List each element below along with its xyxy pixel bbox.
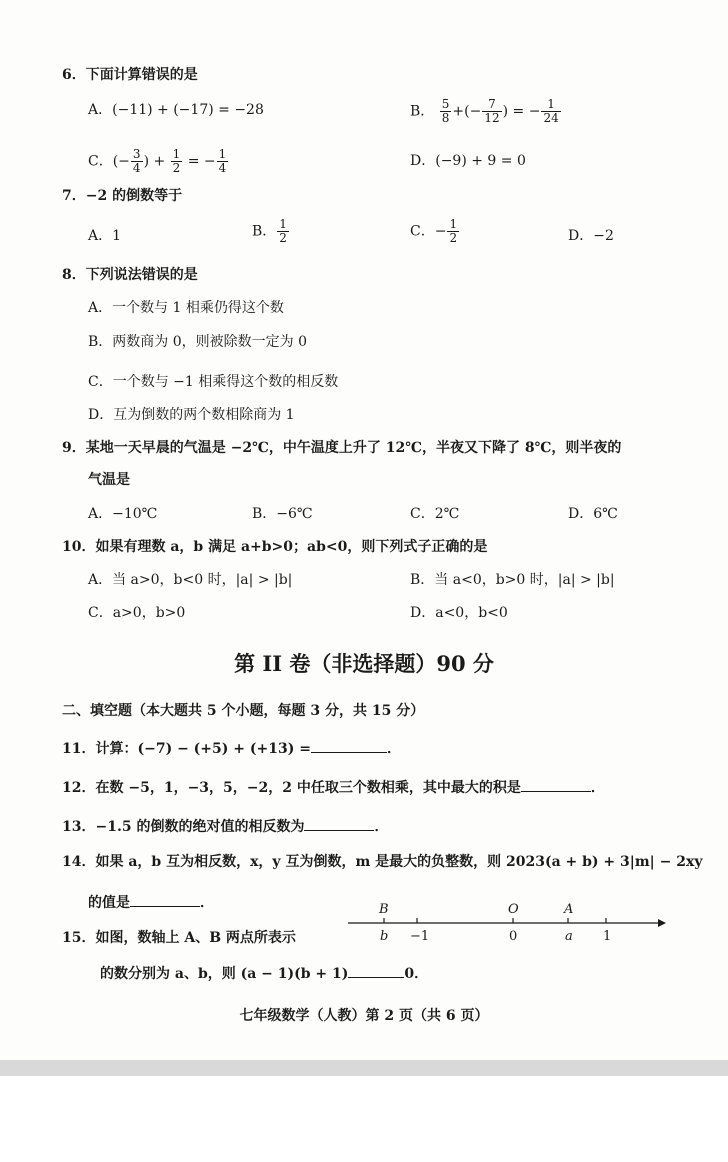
section-title: 第 II 卷（非选择题）90 分 — [234, 651, 494, 676]
q9-stem: 9．某地一天早晨的气温是 −2℃，中午温度上升了 12℃，半夜又下降了 8℃，则半夜的 — [62, 440, 622, 456]
q9-stem-line2: 气温是 — [88, 472, 130, 488]
point-label-a: A — [564, 902, 574, 917]
answer-blank[interactable] — [311, 738, 387, 753]
q7-option-a: A．1 — [88, 228, 122, 244]
answer-blank[interactable] — [130, 892, 200, 907]
answer-blank[interactable] — [348, 963, 404, 978]
q7-option-b: B． $\frac{1}{2}$ — [252, 217, 287, 245]
fraction: $\frac{1}{2}$ — [279, 217, 287, 245]
answer-blank[interactable] — [304, 816, 374, 831]
q10-stem: 10．如果有理数 a，b 满足 a+b>0；ab<0，则下列式子正确的是 — [62, 539, 488, 555]
answer-blank[interactable] — [521, 777, 591, 792]
q8-stem: 8．下列说法错误的是 — [62, 267, 198, 283]
q10-option-b: B．当 a<0，b>0 时，|a| > |b| — [410, 572, 615, 588]
viewer-divider-bar — [0, 1060, 728, 1076]
page-footer: 七年级数学（人教）第 2 页（共 6 页） — [239, 1008, 489, 1024]
number-line-figure — [340, 895, 670, 951]
q7-stem: 7．−2 的倒数等于 — [62, 188, 183, 204]
q8-option-d: D．互为倒数的两个数相除商为 1 — [88, 407, 295, 423]
q7-option-d: D．−2 — [568, 228, 614, 244]
q9-option-d: D．6℃ — [568, 506, 618, 522]
fraction: $\frac{1}{2}$ — [449, 217, 458, 245]
q10-option-d: D．a<0，b<0 — [410, 605, 508, 621]
q15-line2: 的数分别为 a、b，则 (a − 1)(b + 1) 0． — [100, 963, 428, 983]
q14-line2: 的值是 ． — [88, 892, 214, 912]
q12: 12．在数 −5，1，−3，5，−2，2 中任取三个数相乘，其中最大的积是 ． — [62, 777, 605, 797]
fraction: $\frac{5}{8}$ — [441, 97, 450, 125]
q9-option-a: A．−10℃ — [88, 506, 158, 522]
tick-label-zero: 0 — [509, 929, 518, 944]
q6-option-b: B． $\frac{5}{8}$ +(− $\frac{7}{12}$ ) = − $\frac{1}{24}$ — [410, 97, 559, 125]
viewer-empty-area — [0, 1076, 728, 1162]
tick-label-b: b — [380, 929, 389, 944]
fraction: $\frac{3}{4}$ — [132, 147, 141, 175]
q6-stem: 6．下面计算错误的是 — [62, 67, 198, 83]
q14: 14．如果 a，b 互为相反数，x，y 互为倒数，m 是最大的负整数，则 2023(a + b) + 3|m| − 2xy — [62, 854, 703, 870]
q10-option-a: A．当 a>0，b<0 时，|a| > |b| — [88, 572, 293, 588]
fraction: $\frac{1}{24}$ — [543, 97, 559, 125]
q6-option-d: D．(−9) + 9 = 0 — [410, 153, 526, 169]
point-label-b: B — [379, 902, 389, 917]
fraction: $\frac{7}{12}$ — [484, 97, 500, 125]
fraction: $\frac{1}{2}$ — [172, 147, 181, 175]
q6-option-c: C．(− $\frac{3}{4}$ ) + $\frac{1}{2}$ = − $\frac{1}{4}$ — [88, 147, 227, 175]
fraction: $\frac{1}{4}$ — [218, 147, 227, 175]
q8-option-b: B．两数商为 0，则被除数一定为 0 — [88, 334, 308, 350]
tick-label-a: a — [565, 929, 573, 944]
q8-option-a: A．一个数与 1 相乘仍得这个数 — [88, 300, 284, 316]
q13: 13．−1.5 的倒数的绝对值的相反数为 ． — [62, 816, 388, 836]
part2-heading: 二、填空题（本大题共 5 个小题，每题 3 分，共 15 分） — [62, 703, 425, 719]
q9-option-b: B．−6℃ — [252, 506, 313, 522]
arrow-head-icon — [658, 919, 666, 927]
tick-label-one: 1 — [603, 929, 612, 944]
q6-option-a: A．(−11) + (−17) = −28 — [88, 102, 264, 118]
q10-option-c: C．a>0，b>0 — [88, 605, 186, 621]
tick-label-minus-one: −1 — [410, 929, 430, 944]
q8-option-c: C．一个数与 −1 相乘得这个数的相反数 — [88, 374, 339, 390]
q11: 11．计算：(−7) − (+5) + (+13) = ． — [62, 738, 401, 758]
point-label-o: O — [508, 902, 519, 917]
q9-option-c: C．2℃ — [410, 506, 460, 522]
q15: 15．如图，数轴上 A、B 两点所表示 — [62, 930, 296, 946]
q7-option-c: C．− $\frac{1}{2}$ — [410, 217, 458, 245]
